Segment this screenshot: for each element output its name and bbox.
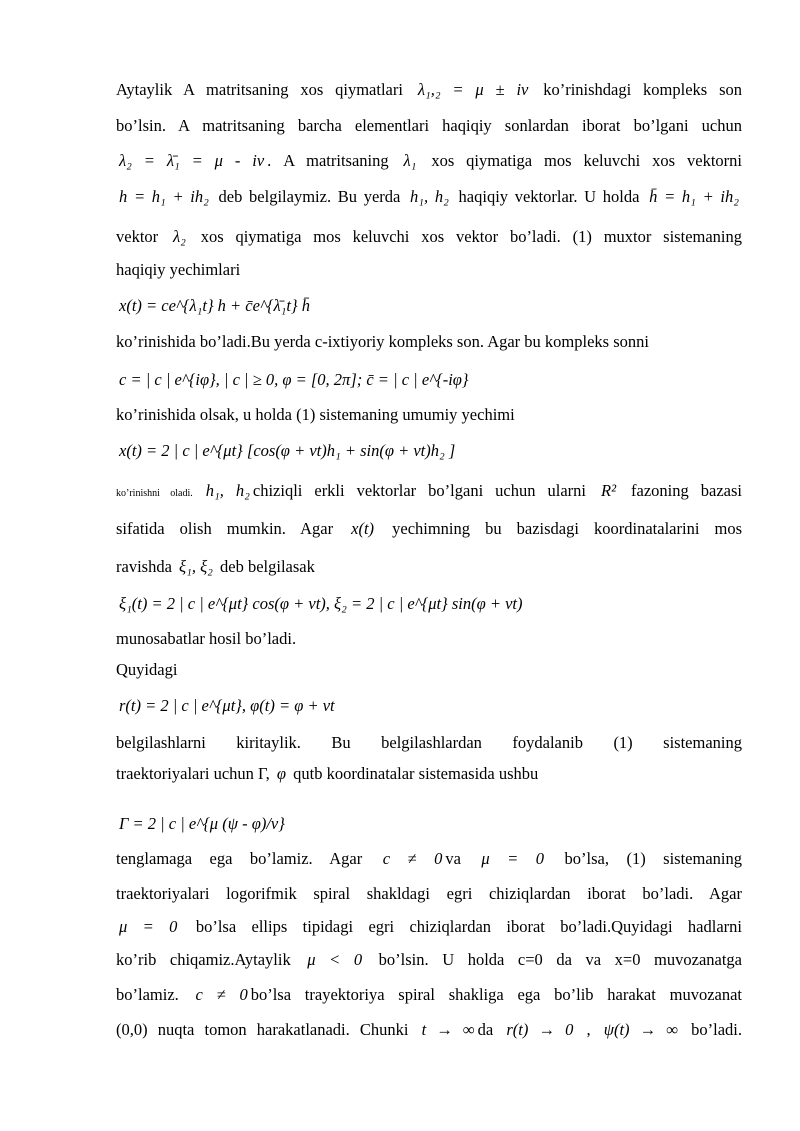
text-line <box>116 947 742 973</box>
text-span: tenglamaga ega bo’lamiz. Agar <box>116 849 380 868</box>
text-span: munosabatlar hosil bo’ladi. <box>116 629 297 648</box>
text-span: xos qiymatiga mos keluvchi xos vektor bo’ladi. (1) muxtor sistemaning <box>188 227 743 246</box>
math-expression: r(t) = 2 | c | e^{μt}, φ(t) = φ + νt <box>119 696 335 715</box>
math-expression: R² <box>600 481 617 500</box>
small-note: ko’rinishni oladi. <box>116 488 193 499</box>
formula-line <box>116 693 742 719</box>
text-span: ko’rib chiqamiz.Aytaylik <box>116 950 305 969</box>
text-line <box>116 402 742 428</box>
formula-line <box>116 293 742 319</box>
text-span: (0,0) nuqta tomon harakatlanadi. Chunki <box>116 1020 419 1039</box>
math-expression: x(t) = ce^{λ₁t} h + c̄e^{λ̄₁t} h̄ <box>119 296 310 315</box>
formula-line <box>116 367 742 393</box>
math-expression: ψ(t) → ∞ <box>603 1020 679 1039</box>
text-line <box>116 626 742 652</box>
text-line <box>116 113 742 139</box>
text-span: qutb koordinatalar sistemasida ushbu <box>288 764 539 783</box>
math-expression: μ < 0 <box>307 950 363 969</box>
text-line <box>116 846 742 872</box>
text-span: Quyidagi <box>116 660 178 679</box>
text-line <box>116 478 742 504</box>
math-expression: φ <box>276 764 286 783</box>
text-line <box>116 224 742 250</box>
math-expression: h₁, h₂ <box>410 187 449 206</box>
math-expression: Γ = 2 | c | e^{μ (ψ - φ)/ν} <box>119 814 285 833</box>
text-span: yechimning bu bazisdagi koordinatalarini mos <box>377 519 742 538</box>
math-expression: ξ₁, ξ₂ <box>179 557 213 576</box>
text-span: deb belgilaymiz. Bu yerda <box>211 187 408 206</box>
text-span: vektor <box>116 227 170 246</box>
text-line <box>116 77 742 103</box>
text-span: bo’lsa, (1) sistemaning <box>547 849 742 868</box>
text-span: traektoriyalari logorifmik spiral shakldagi egri chiziqlardan iborat bo’ladi. Agar <box>116 884 742 903</box>
math-expression: λ₂ <box>172 227 186 246</box>
math-expression: x(t) = 2 | c | e^{μt} [cos(φ + νt)h₁ + sin(φ + νt)h₂ ] <box>119 441 456 460</box>
formula-line <box>116 438 742 464</box>
math-expression: x(t) <box>351 519 375 538</box>
text-span: ko’rinishdagi kompleks son <box>531 80 742 99</box>
text-span: . A matritsaning <box>267 151 401 170</box>
text-line <box>116 881 742 907</box>
text-span: belgilashlarni kiritaylik. Bu belgilashlardan foydalanib (1) sistemaning <box>116 733 742 752</box>
text-span: , <box>576 1020 601 1039</box>
formula-line <box>116 811 742 837</box>
text-span: deb belgilasak <box>215 557 315 576</box>
text-span: va <box>445 849 479 868</box>
math-expression: λ₁,₂ = μ ± iν <box>417 80 529 99</box>
math-expression: μ = 0 <box>119 917 178 936</box>
text-span: ko’rinishida olsak, u holda (1) sistemaning umumiy yechimi <box>116 405 515 424</box>
text-span: xos qiymatiga mos keluvchi xos vektorni <box>419 151 742 170</box>
formula-line <box>116 591 742 617</box>
text-line <box>116 657 742 683</box>
text-line <box>116 761 742 787</box>
math-expression: t → ∞ <box>421 1020 475 1039</box>
text-span: ravishda <box>116 557 177 576</box>
math-expression: c ≠ 0 <box>195 985 248 1004</box>
text-line <box>116 914 742 940</box>
text-span: da <box>477 1020 504 1039</box>
math-expression: h₁, h₂ <box>205 481 250 500</box>
math-expression: ξ₁(t) = 2 | c | e^{μt} cos(φ + νt), ξ₂ = 2 | c | e^{μt} sin(φ + νt) <box>119 594 523 613</box>
text-line <box>116 257 742 283</box>
math-expression: μ = 0 <box>481 849 545 868</box>
text-span: haqiqiy yechimlari <box>116 260 241 279</box>
text-span: bo’lsin. A matritsaning barcha elementlari haqiqiy sonlardan iborat bo’lgani uchun <box>116 116 742 135</box>
text-line <box>116 329 742 355</box>
text-line <box>116 516 742 542</box>
text-line <box>116 148 742 174</box>
text-span: sifatida olish mumkin. Agar <box>116 519 349 538</box>
text-line <box>116 1017 742 1043</box>
text-line <box>116 554 742 580</box>
math-expression: h̄ = h₁ + ih₂ <box>649 187 739 206</box>
text-span: Aytaylik A matritsaning xos qiymatlari <box>116 80 415 99</box>
text-span: fazoning bazasi <box>619 481 742 500</box>
math-expression: c ≠ 0 <box>382 849 443 868</box>
text-span: bo’lamiz. <box>116 985 193 1004</box>
math-expression: λ₁ <box>403 151 417 170</box>
text-line <box>116 184 742 210</box>
text-span: haqiqiy vektorlar. U holda <box>451 187 647 206</box>
text-span: chiziqli erkli vektorlar bo’lgani uchun ularni <box>252 481 598 500</box>
text-span: traektoriyalari uchun Γ, <box>116 764 274 783</box>
math-expression: r(t) → 0 <box>506 1020 574 1039</box>
math-expression: h = h₁ + ih₂ <box>119 187 209 206</box>
text-span: ko’rinishida bo’ladi.Bu yerda c-ixtiyoriy kompleks son. Agar bu kompleks sonni <box>116 332 649 351</box>
text-span: bo’lsa trayektoriya spiral shakliga ega bo’lib harakat muvozanat <box>250 985 742 1004</box>
math-expression: c = | c | e^{iφ}, | c | ≥ 0, φ = [0, 2π]; c̄ = | c | e^{-iφ} <box>119 370 469 389</box>
math-expression: λ₂ = λ̄₁ = μ - iν <box>119 151 265 170</box>
text-line <box>116 730 742 756</box>
text-span: bo’ladi. <box>681 1020 742 1039</box>
text-span: bo’lsin. U holda c=0 da va x=0 muvozanatga <box>365 950 742 969</box>
text-span: bo’lsa ellips tipidagi egri chiziqlardan iborat bo’ladi.Quyidagi hadlarni <box>180 917 742 936</box>
text-line <box>116 982 742 1008</box>
